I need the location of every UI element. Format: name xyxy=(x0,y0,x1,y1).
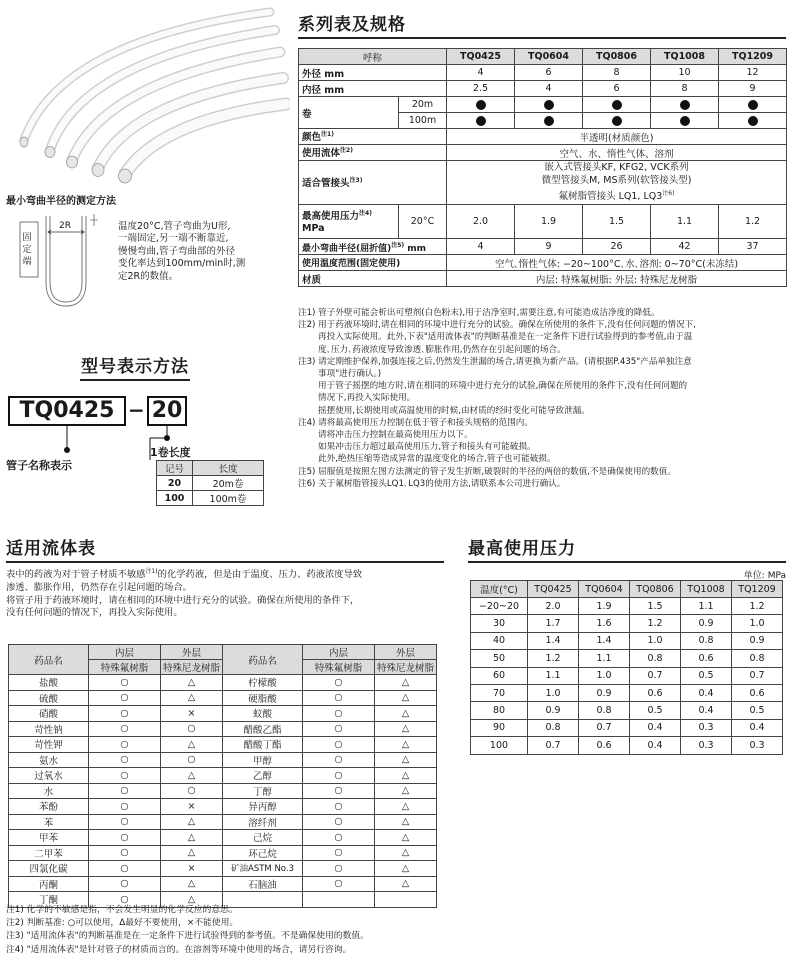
table-row: 甲苯 ○ △ 己烷 ○ △ xyxy=(9,830,437,846)
bend-method-description: 温度20°C,管子弯曲为U形, 一端固定,另一端不断靠近, 慢慢弯曲,管子弯曲部的外径 变化率达到100mm/min时,测 定2R的数值。 xyxy=(118,221,246,282)
table-row: 30 1.7 1.6 1.2 0.9 1.0 xyxy=(471,615,783,632)
table-row: 丁酮 ○ △ xyxy=(9,892,437,908)
model-dash: − xyxy=(128,398,145,422)
spec-title: 系列表及规格 xyxy=(298,10,786,39)
table-row: 50 1.2 1.1 0.8 0.6 0.8 xyxy=(471,650,783,667)
table-row: 过氧水 ○ △ 乙醇 ○ △ xyxy=(9,768,437,784)
table-row: 40 1.4 1.4 1.0 0.8 0.9 xyxy=(471,632,783,649)
length-code-box: 20 xyxy=(147,396,187,426)
table-row: 丙酮 ○ △ 石脑油 ○ △ xyxy=(9,876,437,892)
table-row: 苯酚 ○ × 异丙醇 ○ △ xyxy=(9,799,437,815)
pressure-table: 温度(°C) TQ0425 TQ0604 TQ0806 TQ1008 TQ1209 −20~20 2.0 1.9 1.5 1.1 1.2 30 1.7 1.6 1.2 0.9 1.0 40 1.4 1.4 1.0 0.8 0.9 50 1.2 1.1 0.8 0.6 0.8 60 1.1 1.0 0.7 0.5 0.7 70 1.0 0.9 0.6 0.4 0.6 80 0.9 0.8 0.5 0.4 0.5 90 0.8 0.7 0.4 0.3 0.4 100 0.7 0.6 0.4 0.3 0.3 xyxy=(470,580,783,755)
table-row: 水 ○ ○ 丁醇 ○ △ xyxy=(9,783,437,799)
table-row: 100 0.7 0.6 0.4 0.3 0.3 xyxy=(471,737,783,754)
table-row: 四氯化碳 ○ × 矿油ASTM No.3 ○ △ xyxy=(9,861,437,877)
fixed-end-label: 固定端 xyxy=(22,233,32,267)
table-row: −20~20 2.0 1.9 1.5 1.1 1.2 xyxy=(471,598,783,615)
table-row: 盐酸 ○ △ 柠檬酸 ○ △ xyxy=(9,675,437,691)
table-row: 90 0.8 0.7 0.4 0.3 0.4 xyxy=(471,719,783,736)
table-row: 70 1.0 0.9 0.6 0.4 0.6 xyxy=(471,684,783,701)
model-code-box: TQ0425 xyxy=(8,396,126,426)
pressure-table-title: 最高使用压力 xyxy=(468,534,786,563)
tube-coil-illustration xyxy=(0,0,290,185)
bend-method-title: 最小弯曲半径的测定方法 xyxy=(6,196,116,207)
radius-2r-label: 2R xyxy=(59,221,71,231)
fluid-table-title: 适用流体表 xyxy=(6,534,444,563)
spec-table: 呼称 TQ0425 TQ0604 TQ0806 TQ1008 TQ1209 外径 mm 4 6 8 10 12 内径 mm 2.5 4 6 8 9 卷 20m 100m 颜色$^{注1)}$ 半透明(材质颜色) 使用流体$^{注2)}$ 空气、水、惰性气体、溶剂 适合管接头$^{注3)}$ 嵌入式管接头KF, KFG2, VCK系列 微型管接头M, MS系列(软管接头型) 氟树脂管接头 LQ1, LQ3$^{注6)}$ 最高使用压力$^{注4)}$ MPa 20°C 2.0 1.9 1.5 1.1 1.2 最小弯曲半径(屈折值)$^{注5)}$ mm 4 9 26 42 37 使用温度范围(固定使用) 空气､惰性气体: −20~100°C､水､溶剂: 0~70°C(未冻结) 材质 内层: 特殊氟树脂: 外层: 特殊尼龙树脂 xyxy=(298,48,787,287)
table-row: 苯 ○ △ 溶纤剂 ○ △ xyxy=(9,814,437,830)
roll-length-label: 1卷长度 xyxy=(150,446,191,459)
roll-length-table: 记号 长度 20 20m卷 100 100m卷 xyxy=(156,460,264,506)
model-notation-title: 型号表示方法 xyxy=(80,352,190,381)
table-row: 80 0.9 0.8 0.5 0.4 0.5 xyxy=(471,702,783,719)
fluid-notes: 注1) 化学的不敏感是指，不会发生明显的化学反应的意思。 注2) 判断基准: ○可以使用，Δ最好不要使用，×不能使用。 注3) "适用流体表"的判断基准是在一定条件下进行试验得到的参考值。不是确保使用的数值。 注4) "适用流体表"是针对管子的材质而言的。在溶剂等环境中使用的场合，请另行咨询。 xyxy=(6,905,369,955)
spec-notes: 注1) 管子外壁可能会析出可塑剂(白色粉末),用于洁净室时,需要注意,有可能造成洁净度的降低。 注2) 用于药液环境时,请在相同的环境中进行充分的试验。确保在所使用的条件下,没有任何问题的情况下, 再投入实际使用。此外,下表"适用流体表"的判断基准是在一定条件下进行试验得到的参考值,由于温 度､压力､药液浓度导致渗透､膨胀作用,仍然存在引起问题的场合。 注3) 请定期维护保养,加强连接之后,仍然发生泄漏的场合,请更换为新产品。(请根据P.435"产品单独注意 事项"进行确认。) 用于管子摇摆的地方时,请在相同的环境中进行充分的试验,确保在所使用的条件下,没有任何问题的 情况下,再投入实际使用。 摇摆使用,长期使用或高温使用的时候,由材质的经时变化可能导致泄漏。 注4) 请将最高使用压力控制在低于管子和接头规格的范围内。 请将冲击压力控制在最高使用压力以下。 如果冲击压力超过最高使用压力,管子和接头有可能破损。 此外,绝热压缩等造成异常的温度变化的场合,管子也可能破损。 注5) 屈服值是按照左图方法测定的管子发生折断,破裂时的半径的两倍的数值,不是确保使用的数值。 注6) 关于氟树脂管接头LQ1､LQ3的使用方法,请联系本公司进行确认。 xyxy=(298,308,696,489)
table-row: 氨水 ○ ○ 甲醇 ○ △ xyxy=(9,752,437,768)
table-row: 苛性钾 ○ △ 醋酸丁酯 ○ △ xyxy=(9,737,437,753)
fluid-compat-table: 药品名 内层 外层 药品名 内层 外层 特殊氟树脂 特殊尼龙树脂 特殊氟树脂 特殊尼龙树脂 盐酸 ○ △ 柠檬酸 ○ △ 硫酸 ○ △ 硬脂酸 ○ △ 硝酸 ○ × 蚁酸 ○ △ 苛性钠 ○ ○ 醋酸乙酯 ○ △ 苛性钾 ○ △ 醋酸丁酯 ○ △ 氨水 ○ ○ 甲醇 ○ △ 过氧水 ○ △ 乙醇 ○ △ 水 ○ ○ 丁醇 ○ △ 苯酚 ○ × 异丙醇 ○ △ 苯 ○ △ 溶纤剂 ○ △ 甲苯 ○ △ 己烷 ○ △ 二甲苯 ○ △ 环己烷 ○ △ 四氯化碳 ○ × 矿油ASTM No.3 ○ △ 丙酮 ○ △ 石脑油 ○ △ 丁酮 ○ △ xyxy=(8,644,437,908)
table-row: 60 1.1 1.0 0.7 0.5 0.7 xyxy=(471,667,783,684)
tube-name-label: 管子名称表示 xyxy=(6,459,72,472)
table-row: 苛性钠 ○ ○ 醋酸乙酯 ○ △ xyxy=(9,721,437,737)
table-row: 硫酸 ○ △ 硬脂酸 ○ △ xyxy=(9,690,437,706)
fluid-intro: 表中的药液为对于管子材质不敏感$^{注1)}$的化学药液，但是由于温度、压力、药液浓度导致 渗透、膨胀作用，仍然存在引起问题的场合。 将管子用于药液环境时，请在相同的环境中进行充分的试验。确保在所使用的条件下， 没有任何问题的情况下，再投入实际使用。 xyxy=(6,568,363,619)
table-row: 二甲苯 ○ △ 环己烷 ○ △ xyxy=(9,845,437,861)
pressure-unit: 单位: MPa xyxy=(743,571,786,581)
table-row: 硝酸 ○ × 蚁酸 ○ △ xyxy=(9,706,437,722)
